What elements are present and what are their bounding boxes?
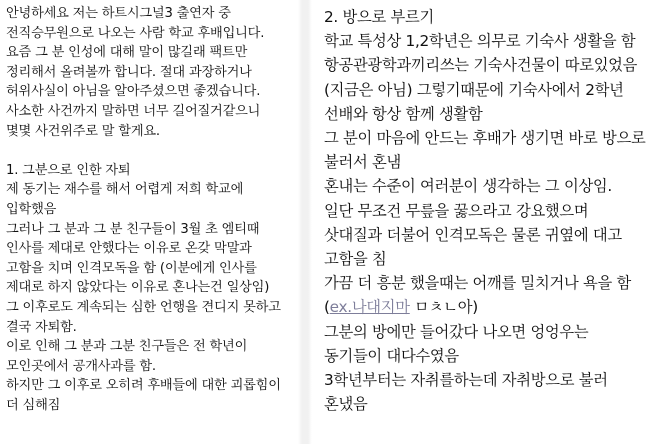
text-line: 사소한 사건까지 말하면 너무 길어질거같으니 [6, 103, 261, 119]
text-line: 허위사실이 아님을 알아주셨으면 좋겠습니다. [6, 84, 261, 100]
text-line: 그러나 그 분과 그 분 친구들이 3월 초 엠티때 [6, 221, 260, 237]
example-link[interactable]: ex.나대지마 [329, 298, 410, 317]
text-line: 동기들이 대다수였음 [324, 346, 459, 365]
text-line: 학교 특성상 1,2학년은 의무로 기숙사 생활을 함 [324, 32, 636, 51]
text-line: 이로 인해 그 분과 그분 친구들은 전 학년이 [6, 339, 248, 355]
text-line: 고함을 치며 인격모독을 함 (이분에게 인사를 [6, 260, 257, 276]
text-line: 요즘 그 분 인성에 대해 말이 많길래 팩트만 [6, 45, 248, 61]
text-line: 그분의 방에만 들어갔다 나오면 엉엉우는 [324, 322, 589, 341]
text-line: 안녕하세요 저는 하트시그널3 출연자 중 [6, 6, 231, 21]
text-line: 불러서 혼냄 [324, 153, 401, 172]
right-column [312, 0, 661, 444]
text-line: 혼냈음 [324, 395, 368, 414]
text-line: 1. 그분으로 인한 자퇴 [6, 162, 131, 178]
right-text-block-after [324, 320, 661, 417]
text-line: 혼내는 수준이 여러분이 생각하는 그 이상임. [324, 177, 612, 196]
text-line: 더 심해짐 [6, 397, 61, 413]
text-line: 그 이후로도 계속되는 심한 언행을 견디지 못하고 [6, 299, 281, 315]
text-line: 인사를 제대로 안했다는 이유로 온갖 막말과 [6, 241, 252, 257]
text-line: 그 분이 마음에 안드는 후배가 생기면 바로 방으로 [324, 129, 646, 148]
text-line: 정리해서 올려볼까 합니다. 절대 과장하거나 [6, 64, 252, 80]
text-line: 삿대질과 더불어 인격모독은 물론 귀옆에 대고 [324, 225, 622, 244]
text-line: 모인곳에서 공개사과를 함. [6, 358, 156, 374]
text-line: 결국 자퇴함. [6, 319, 77, 335]
text-line: 선배와 항상 함께 생활함 [324, 104, 483, 123]
example-suffix: ㅁㅊㄴ아) [409, 298, 478, 317]
example-open-paren: ( [324, 298, 330, 317]
text-line: 몇몇 사건위주로 말 할게요. [6, 123, 160, 139]
text-line: 항공관광학과끼리쓰는 기숙사건물이 따로있었음 [324, 56, 638, 75]
text-line: 일단 무조건 무릎을 꿇으라고 강요했으며 [324, 201, 589, 220]
text-line: 제대로 하지 않았다는 이유로 혼나는건 일상임) [6, 280, 270, 296]
text-line: 전직승무원으로 나오는 사람 학교 후배입니다. [6, 25, 265, 41]
right-text-block [324, 29, 661, 295]
example-line [324, 295, 661, 319]
text-line: (지금은 아님) 그렇기때문에 기숙사에서 2학년 [324, 80, 624, 99]
text-line: 입학했음 [6, 201, 57, 217]
section-heading: 2. 방으로 부르기 [324, 8, 434, 26]
text-line: 가끔 더 흥분 했을때는 어깨를 밀치거나 욕을 함 [324, 274, 631, 293]
blank-line [6, 141, 298, 161]
left-column [0, 0, 298, 444]
text-line: 3학년부터는 자취를하는데 자취방으로 불러 [324, 371, 608, 390]
text-line: 하지만 그 이후로 오히려 후배들에 대한 괴롭힘이 [6, 378, 281, 394]
text-line: 고함을 침 [324, 250, 387, 269]
text-line: 제 동기는 재수를 해서 어렵게 저희 학교에 [6, 182, 244, 198]
column-divider [298, 0, 312, 444]
